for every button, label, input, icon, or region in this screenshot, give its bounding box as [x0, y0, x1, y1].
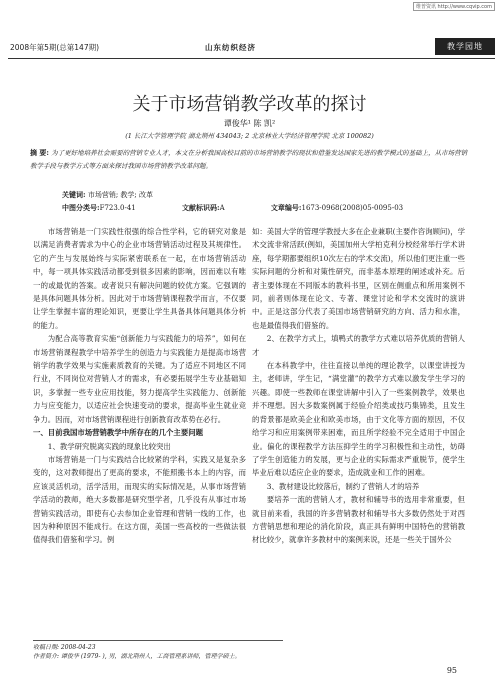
clc-label: 中图分类号:: [62, 203, 100, 212]
column-badge: 教学园地: [435, 38, 495, 55]
paragraph: 市场营销是一门实践性很强的综合性学科，它的研究对象是以满足消费者需求为中心的企业市场营销活动过程及其规律性。它的产生与发展始终与实际紧密联系在一起，在市场营销活动中，每一项具体实践活动都受到很多因素的影响，因而难以有唯一的或最优的答案。或者说只有解决问题的较优方案。它强调的是具体问题具体分析。因此对于市场营销课程教学而言，不仅要让学生掌握丰富的理论知识，更要让学生具备具体问题具体分析的能力。: [33, 227, 246, 330]
author-line: 谭俊华¹ 陈 凯²: [223, 119, 276, 128]
affiliation-line: (1 长江大学管理学院 湖北荆州 434043; 2 北京林业大学经济管理学院 北京 100082): [125, 132, 374, 140]
body-right-column: [252, 225, 465, 547]
issue-label: 2008年第5期(总第147期): [10, 43, 100, 52]
paragraph: 要培养一流的营销人才，教材和辅导书的选用非常重要，但就目前来看，我国的许多营销教材和辅导书大多数仍然处于对西方营销思想和理论的消化阶段，真正具有鲜明中国特色的营销教材比较少，就拿许多教材中的案例来说，还是一些关于国外公: [252, 495, 465, 545]
keywords-text: 市场营销; 教学; 改革: [87, 191, 153, 199]
classification-line: [62, 203, 462, 213]
keywords-label: 关键词:: [62, 190, 86, 199]
article-no-value: 1673-0968(2008)05-0095-03: [301, 204, 404, 212]
abstract-label: 摘 要:: [30, 148, 50, 157]
source-watermark: 维普资讯 http://www.cqvip.com: [413, 2, 495, 11]
body-left-column: [33, 225, 246, 547]
author-bio: 作者简介: 谭俊华 (1979- ), 男，湖北荆州人，工商管理系讲师，管理学硕士。: [33, 653, 241, 660]
doc-code-label: 文献标识码:: [182, 203, 220, 212]
keywords: [62, 190, 153, 200]
subsection-heading: 2、在教学方式上，填鸭式的教学方式难以培养优质的营销人才: [252, 334, 465, 357]
received-date: 收稿日期: 2008-04-23: [33, 644, 96, 651]
abstract-text: 为了更好地培养社会需要的营销专业人才，本文在分析我国高校目前的市场营销教学的现状和借鉴发达国家先进的教学模式的基础上，从市场营销教学手段与教学方式等方面来探讨我国市场营销教学改革问题。: [30, 149, 468, 170]
footnote: [33, 640, 283, 661]
paragraph: 如：美国大学的管理学教授大多在企业兼职(主要作咨询顾问)，学术交流非常活跃(例如，美国加州大学柏克利分校经常举行学术讲座，每学期都要组织10次左右的学术交流)，所以他们更注重一些实际问题的分析和对策性研究，而非基本原理的阐述或补充。后者主要体现在不同版本的教科书里，区别在侧重点和所用案例不同，前者则体现在论文、专著、课堂讨论和学术交流时的演讲中。正是这部分代表了美国市场营销研究的方向、活力和水准，也是最值得我们借鉴的。: [252, 227, 465, 330]
header-rule: [8, 58, 495, 59]
subsection-heading: 1、教学研究脱离实践的现象比较突出: [47, 441, 171, 451]
paragraph: 为配合高等教育实施“创新能力与实践能力的培养”，如何在市场营销课程教学中培养学生的创造力与实践能力是提高市场营销学的教学效果与实施素质教育的关键。为了适应不同地区不同行业，不同岗位对营销人才的需求，有必要拓展学生专业基础知识，多掌握一些专业应用技能，努力提高学生实践能力、创新能力与应变能力，以适应社会快速变动的要求，提高毕业生就业竞争力。因而，对市场营销课程进行创新教育改革势在必行。: [33, 334, 246, 424]
article-no-label: 文章编号:: [270, 203, 302, 212]
section-heading: 一、目前我国市场营销教学中所存在的几个主要问题: [33, 428, 203, 438]
clc-value: F723.0-41: [99, 204, 136, 212]
page-number: 95: [446, 666, 457, 675]
running-header: [0, 40, 499, 56]
paragraph: 在本科教学中，往往直接以单纯的理论教学，以课堂讲授为主，老师讲，学生记，“满堂灌”的教学方式难以激发学生学习的兴趣。即使一些教师在课堂讲解中引入了一些案例教学，效果也并不理想。因大多数案例属于经验介绍类或技巧集锦类，且发生的背景都是欧美企业和欧美市场，由于文化等方面的原因，不仅给学习和应用案例带来困难，而且所学经验不完全适用于中国企业。偏化的课程教学方法压抑学生的学习积极性和主动性，妨碍了学生创造能力的发展，更与企业的实际需求严重脱节，使学生毕业后难以适应企业的要求，造成就业和工作的困难。: [252, 361, 465, 478]
paragraph: 市场营销是一门与实践结合比较紧的学科，实践又是复杂多变的，这对教师提出了更高的要求，不能照搬书本上的内容，而应该灵活机动，活学活用，而现实的实际情况是，从事市场营销学活动的教师，绝大多数都是研究型学者，几乎没有从事过市场营销实践活动，即使有心去参加企业管理和营销一线的工作，也因为种种原因不能成行。在这方面，美国一些高校的一些做法很值得我们借鉴和学习。例: [33, 454, 246, 545]
doc-code-value: A: [219, 204, 225, 212]
journal-name: 山东纺织经济: [205, 43, 256, 52]
subsection-heading: 3、教材建设比较落后，制约了营销人才的培养: [266, 481, 420, 491]
article-title: 关于市场营销教学改革的探讨: [132, 94, 367, 115]
abstract: [30, 146, 470, 173]
